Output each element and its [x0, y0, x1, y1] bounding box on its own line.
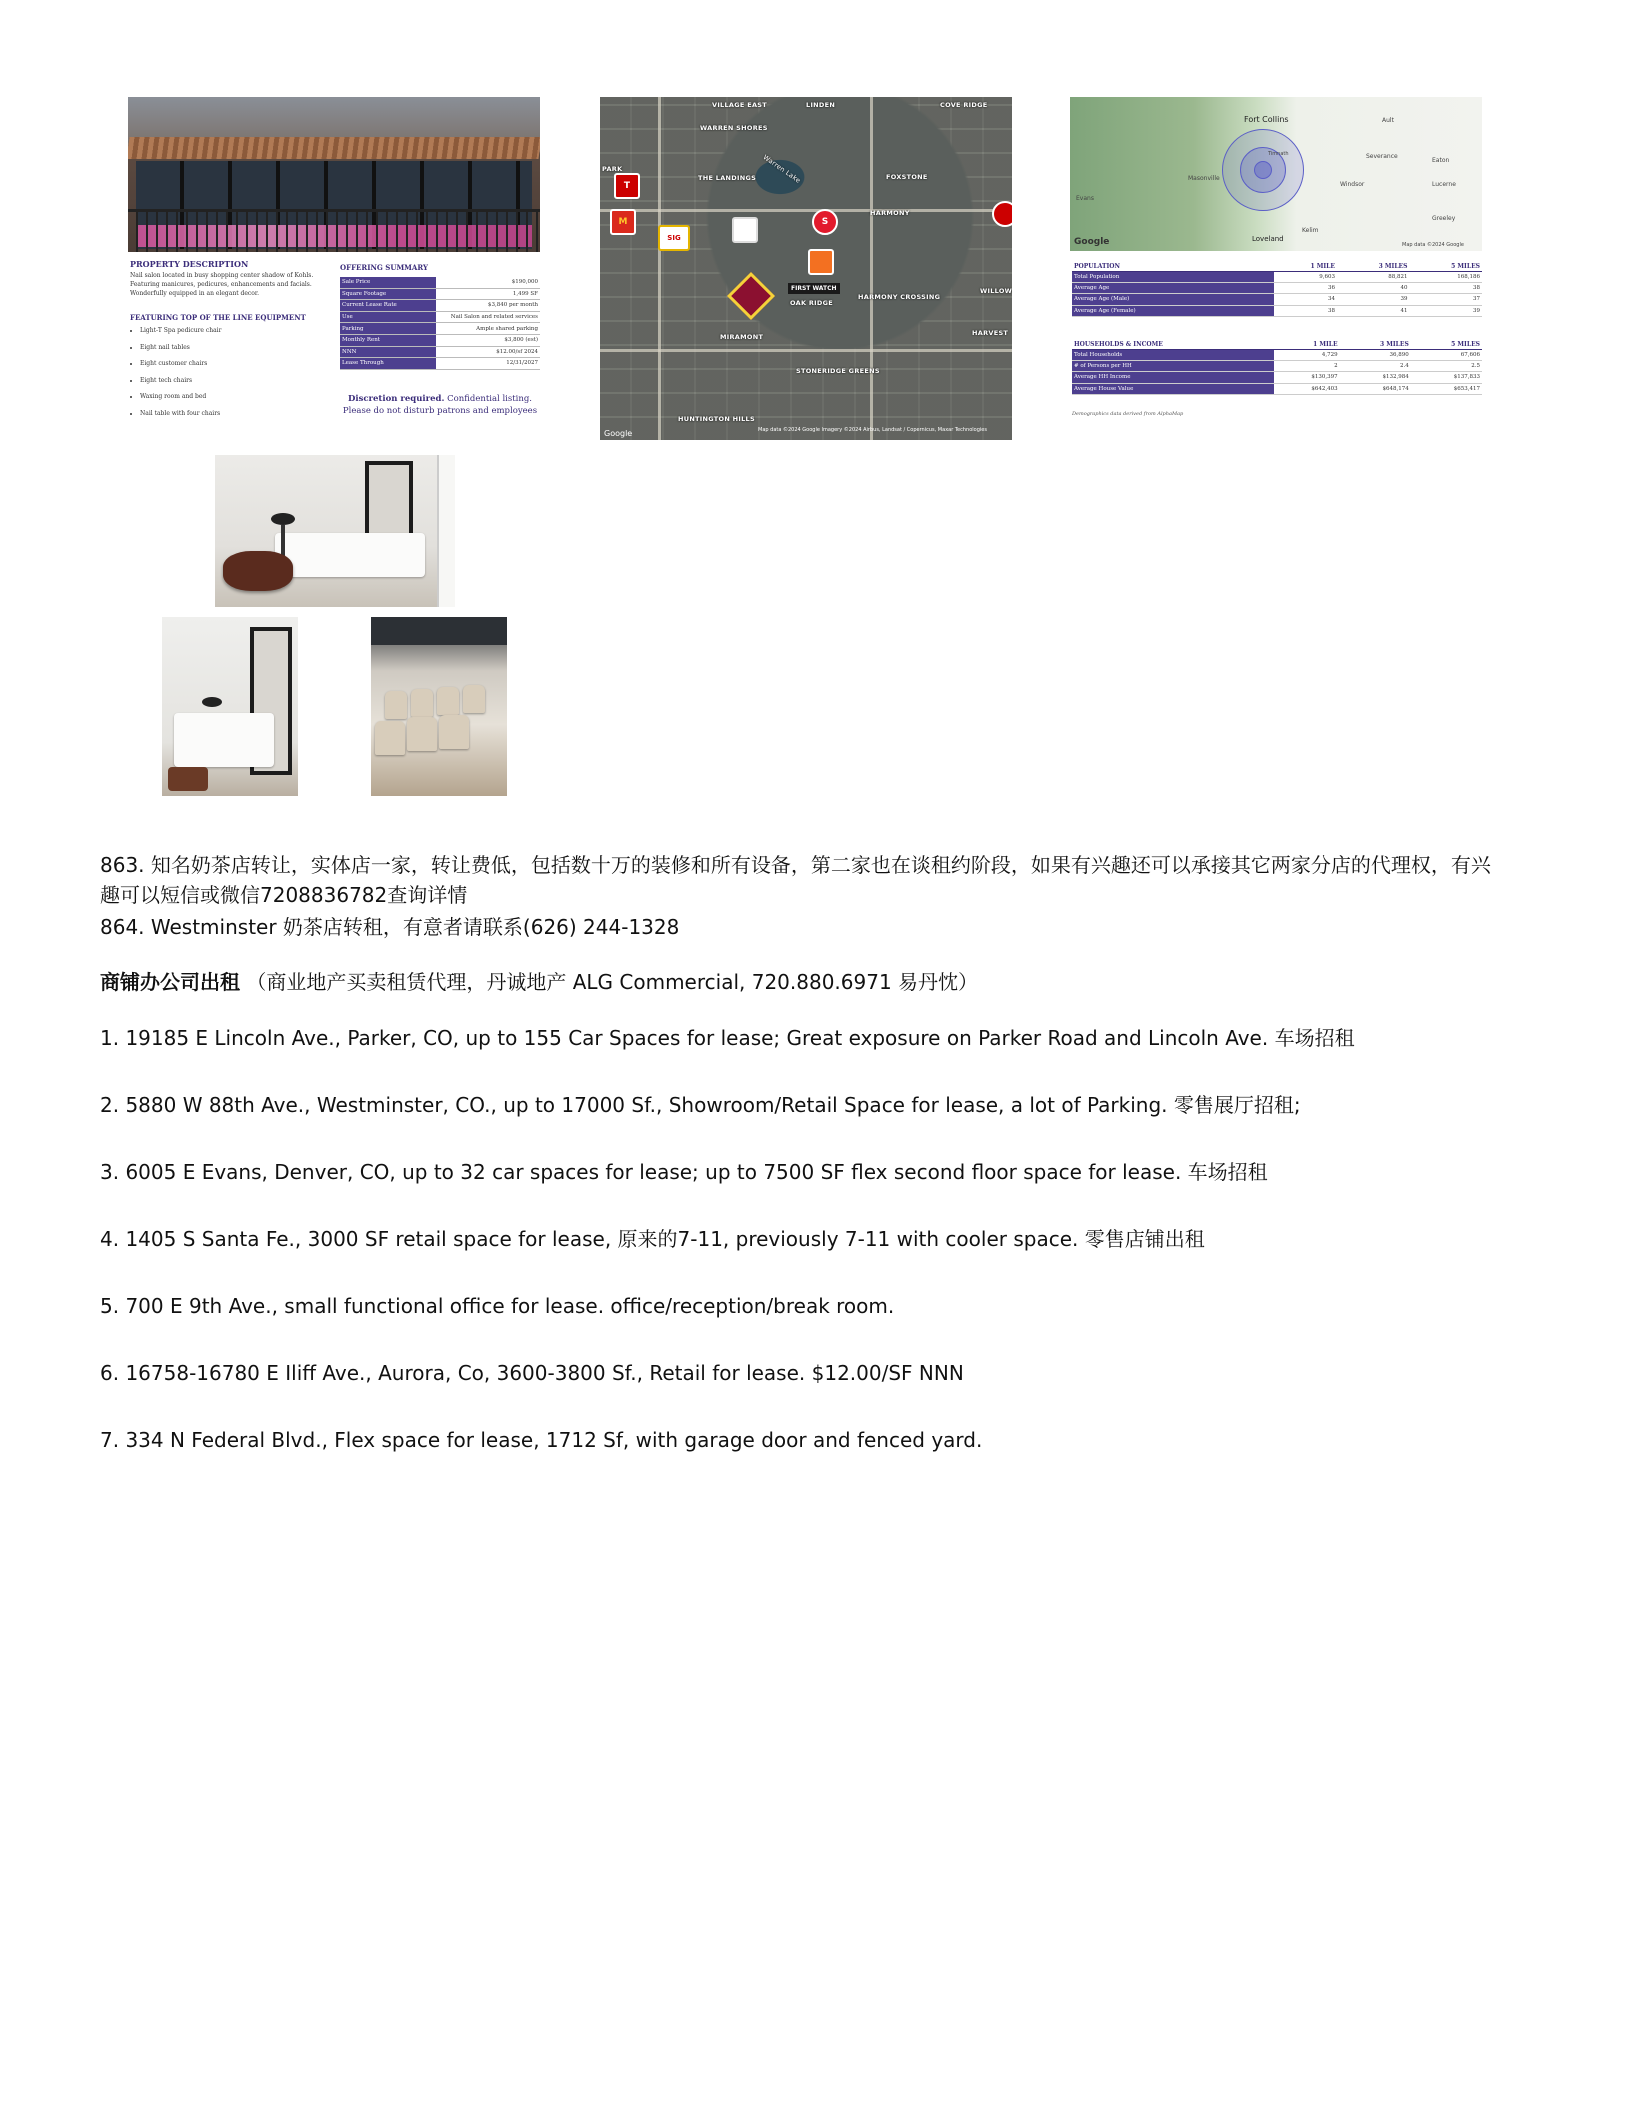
- store-marker-icon: [732, 217, 758, 243]
- map-label: WARREN SHORES: [700, 124, 768, 132]
- property-flyer: [128, 97, 540, 427]
- target-marker-icon: [992, 201, 1012, 227]
- table-row: Average HH Income $130,397 $132,984 $137,833: [1072, 372, 1482, 383]
- table-row: Current Lease Rate $3,840 per month: [340, 300, 540, 312]
- treatment-room-photo: [162, 617, 298, 796]
- mcdonalds-marker-icon: M: [610, 209, 636, 235]
- area-map: Fort Collins Ault Eaton Severance Windsor Timnath Masonville Lucerne Greeley Kelim Loveland Evans Google Map data ©2024 Google: [1070, 97, 1482, 251]
- map-label: HARMONY: [870, 209, 910, 217]
- table-row: Parking Ample shared parking: [340, 323, 540, 335]
- equipment-list: [130, 327, 221, 426]
- table-row: NNN $12.00/sf 2024: [340, 346, 540, 358]
- safeway-marker-icon: S: [812, 209, 838, 235]
- table-row: # of Persons per HH 2 2.4 2.5: [1072, 361, 1482, 372]
- table-row: Sale Price $190,000: [340, 277, 540, 288]
- map-attribution: Map data ©2024 Google: [1402, 242, 1464, 248]
- table-header: HOUSEHOLDS & INCOME 1 MILE 3 MILES 5 MILES: [1074, 340, 1480, 348]
- google-logo: Google: [604, 429, 633, 438]
- list-item: 2. 5880 W 88th Ave., Westminster, CO., up to 17000 Sf., Showroom/Retail Space for lease, a lot of Parking. 零售展厅招租;: [100, 1093, 1301, 1117]
- pedicure-area-photo: [371, 617, 507, 796]
- list-item: • Eight nail tables: [140, 344, 221, 361]
- map-label: STONERIDGE GREENS: [796, 367, 880, 375]
- table-row: Total Households 4,729 36,890 67,606: [1072, 350, 1482, 361]
- firstwatch-marker: FIRST WATCH: [788, 283, 840, 294]
- section-subtitle: （商业地产买卖租赁代理，丹诚地产 ALG Commercial, 720.880.6971 易丹忱）: [246, 970, 979, 994]
- list-item: 7. 334 N Federal Blvd., Flex space for lease, 1712 Sf, with garage door and fenced yard.: [100, 1428, 983, 1452]
- waxing-room-photo: [215, 455, 455, 607]
- storefront-photo: [128, 97, 540, 252]
- orange-marker-icon: [808, 249, 834, 275]
- map-label: FOXSTONE: [886, 173, 928, 181]
- households-table: [1072, 339, 1482, 395]
- aerial-map: [600, 97, 1012, 440]
- table-row: Lease Through 12/31/2027: [340, 358, 540, 370]
- map-label: HUNTINGTON HILLS: [678, 415, 755, 423]
- map-label: THE LANDINGS: [698, 174, 757, 182]
- list-item: • Eight tech chairs: [140, 377, 221, 394]
- subject-site-marker-icon: [727, 272, 775, 320]
- map-label: OAK RIDGE: [790, 299, 833, 307]
- table-row: Monthly Rent $3,800 (est): [340, 334, 540, 346]
- map-label: HARVEST: [972, 329, 1009, 337]
- list-item: • Light-T Spa pedicure chair: [140, 327, 221, 344]
- table-row: Square Footage 1,499 SF: [340, 288, 540, 300]
- list-item: • Nail table with four chairs: [140, 410, 221, 427]
- map-label: LINDEN: [806, 101, 836, 109]
- target-marker-icon: T: [614, 173, 640, 199]
- list-item: 6. 16758-16780 E Iliff Ave., Aurora, Co, 3600-3800 Sf., Retail for lease. $12.00/SF NNN: [100, 1361, 964, 1385]
- map-label: HARMONY CROSSING: [858, 293, 941, 301]
- property-description-text: Nail salon located in busy shopping center shadow of Kohls. Featuring manicures, pedicures, enhancements and facials. Wonderfully equipped in an elegant decor.: [130, 272, 314, 297]
- equipment-heading: FEATURING TOP OF THE LINE EQUIPMENT: [130, 313, 306, 322]
- table-row: Average House Value $642,403 $648,174 $653,417: [1072, 383, 1482, 394]
- google-logo: Google: [1074, 237, 1110, 247]
- sig-marker-icon: SIG: [658, 225, 690, 251]
- data-source-note: Demographics data derived from AlphaMap: [1072, 411, 1184, 417]
- list-item: 4. 1405 S Santa Fe., 3000 SF retail space for lease, 原来的7-11, previously 7-11 with cooler space. 零售店铺出租: [100, 1227, 1205, 1251]
- listing-864: 864. Westminster 奶茶店转租，有意者请联系(626) 244-1328: [100, 915, 680, 939]
- list-item: • Eight customer chairs: [140, 360, 221, 377]
- property-description-heading: PROPERTY DESCRIPTION: [130, 259, 249, 269]
- map-label: Warren Lake: [761, 153, 803, 185]
- map-label: WILLOW: [980, 287, 1012, 295]
- map-attribution: Map data ©2024 Google Imagery ©2024 Airbus, Landsat / Copernicus, Maxar Technologies: [758, 427, 987, 433]
- table-row: Total Population 9,603 88,821 168,186: [1072, 272, 1482, 283]
- map-label: PARK: [602, 165, 623, 173]
- section-title: 商铺办公司出租: [100, 970, 240, 994]
- offering-summary-table: [340, 277, 540, 370]
- demographics-flyer: [1070, 97, 1482, 427]
- table-header: POPULATION 1 MILE 3 MILES 5 MILES: [1074, 262, 1480, 270]
- list-item: • Waxing room and bed: [140, 393, 221, 410]
- list-item: 5. 700 E 9th Ave., small functional office for lease. office/reception/break room.: [100, 1294, 895, 1318]
- list-item: 3. 6005 E Evans, Denver, CO, up to 32 car spaces for lease; up to 7500 SF flex second floor space for lease. 车场招租: [100, 1160, 1268, 1184]
- table-row: Use Nail Salon and related services: [340, 311, 540, 323]
- list-item: 1. 19185 E Lincoln Ave., Parker, CO, up to 155 Car Spaces for lease; Great exposure on Parker Road and Lincoln Ave. 车场招租: [100, 1026, 1355, 1050]
- table-row: Average Age (Male) 34 39 37: [1072, 294, 1482, 305]
- offering-summary-heading: OFFERING SUMMARY: [340, 263, 428, 272]
- map-label: MIRAMONT: [720, 333, 764, 341]
- table-row: Average Age 36 40 38: [1072, 283, 1482, 294]
- map-label: COVE RIDGE: [940, 101, 988, 109]
- map-label: VILLAGE EAST: [712, 101, 767, 109]
- table-row: Average Age (Female) 38 41 39: [1072, 305, 1482, 316]
- discretion-note: Discretion required. Confidential listing. Please do not disturb patrons and employees: [342, 394, 538, 416]
- listing-863: 863. 知名奶茶店转让，实体店一家，转让费低，包括数十万的装修和所有设备，第二家也在谈租约阶段，如果有兴趣还可以承接其它两家分店的代理权，有兴趣可以短信或微信7208836782查询详情: [100, 853, 1491, 907]
- section-heading: [100, 967, 978, 997]
- population-table: [1072, 261, 1482, 317]
